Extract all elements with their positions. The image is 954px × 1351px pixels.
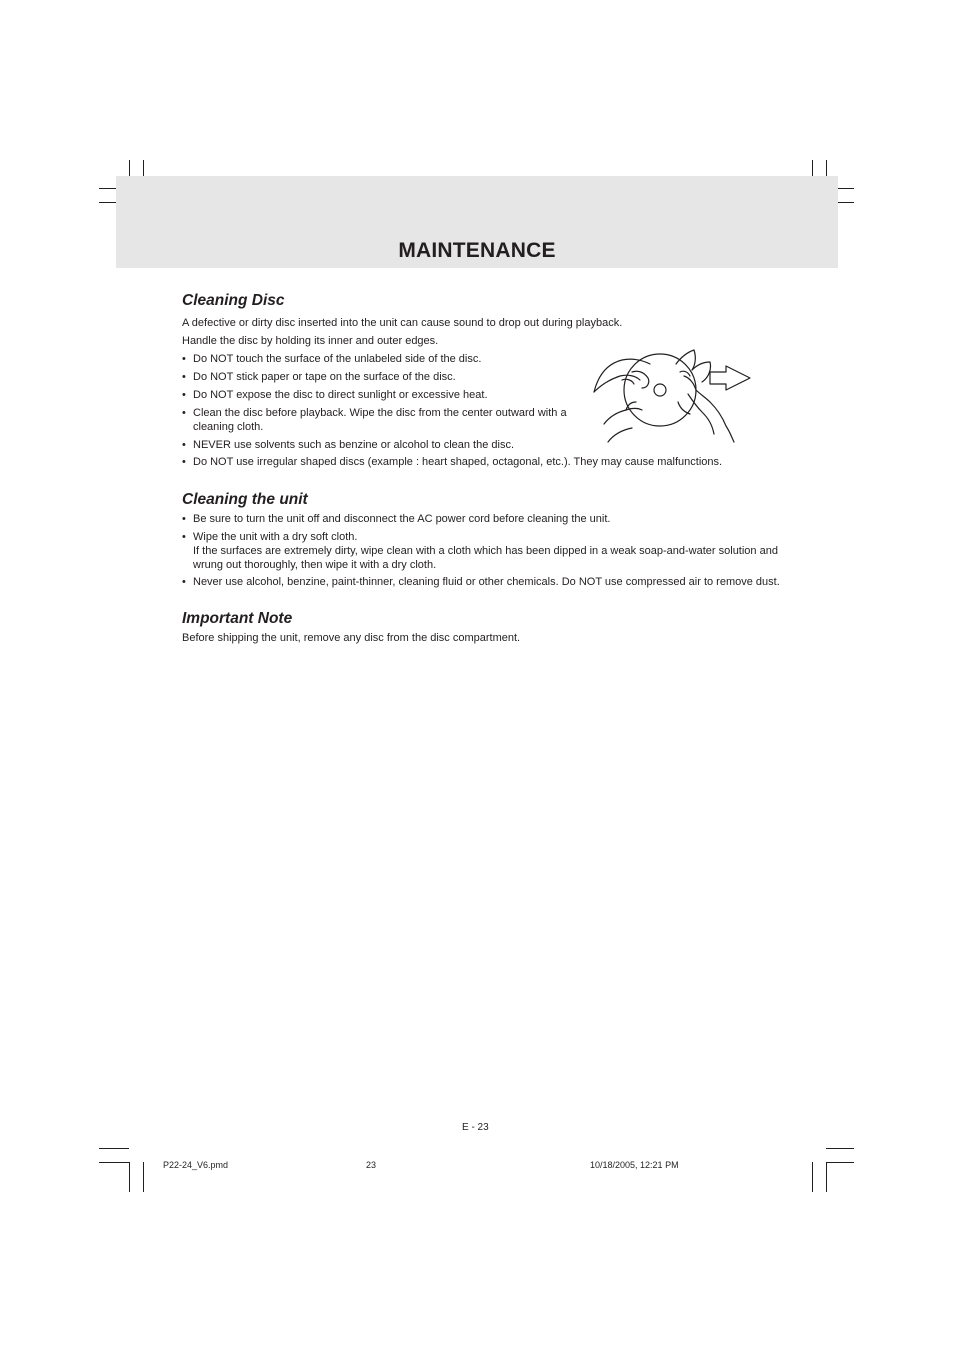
- page-title: MAINTENANCE: [398, 239, 556, 262]
- list-item: • Never use alcohol, benzine, paint-thinner, cleaning fluid or other chemicals. Do NOT use compressed air to remove dust.: [182, 576, 780, 588]
- list-item: • Do NOT touch the surface of the unlabeled side of the disc.: [182, 353, 482, 365]
- important-note-text: Before shipping the unit, remove any disc from the disc compartment.: [182, 632, 521, 644]
- list-item: • Do NOT expose the disc to direct sunlight or excessive heat.: [182, 389, 488, 401]
- cleaning-unit-list: [182, 512, 782, 589]
- header-band: [116, 176, 838, 268]
- main-content: [182, 291, 782, 645]
- list-item: • Do NOT stick paper or tape on the surface of the disc.: [182, 371, 456, 383]
- cleaning-unit-heading: Cleaning the unit: [182, 491, 308, 508]
- list-item: • Be sure to turn the unit off and disconnect the AC power cord before cleaning the unit.: [182, 513, 611, 525]
- cleaning-disc-intro-1: A defective or dirty disc inserted into the unit can cause sound to drop out during playback.: [182, 317, 623, 329]
- footer-sheet-number: 23: [366, 1160, 377, 1170]
- hand-wiping-disc-illustration: [592, 346, 754, 444]
- list-item: • Do NOT use irregular shaped discs (example : heart shaped, octagonal, etc.). They may cause malfunctions.: [182, 456, 723, 468]
- important-note-section: [182, 609, 782, 645]
- page-number: E - 23: [462, 1122, 489, 1133]
- cleaning-disc-heading: Cleaning Disc: [182, 292, 285, 309]
- footer-file-name: P22-24_V6.pmd: [163, 1160, 229, 1170]
- cleaning-unit-bullet-detail: If the surfaces are extremely dirty, wipe clean with a cloth which has been dipped in a weak soap-and-water solution and wrung out thoroughly, then wipe it with a dry cloth.: [193, 545, 778, 571]
- list-item: • Clean the disc before playback. Wipe the disc from the center outward with a cleaning cloth.: [182, 407, 567, 433]
- cleaning-disc-intro-2: Handle the disc by holding its inner and outer edges.: [182, 335, 439, 347]
- cleaning-unit-section: [182, 490, 782, 589]
- list-item: • NEVER use solvents such as benzine or alcohol to clean the disc.: [182, 439, 515, 451]
- list-item: • Wipe the unit with a dry soft cloth. If the surfaces are extremely dirty, wipe clean with a cloth which has been dipped in a weak soap-and-water solution and wrung out thoroughly, then wipe it with a dry cloth.: [182, 531, 778, 571]
- important-note-heading: Important Note: [182, 610, 293, 627]
- footer-timestamp: 10/18/2005, 12:21 PM: [590, 1160, 679, 1170]
